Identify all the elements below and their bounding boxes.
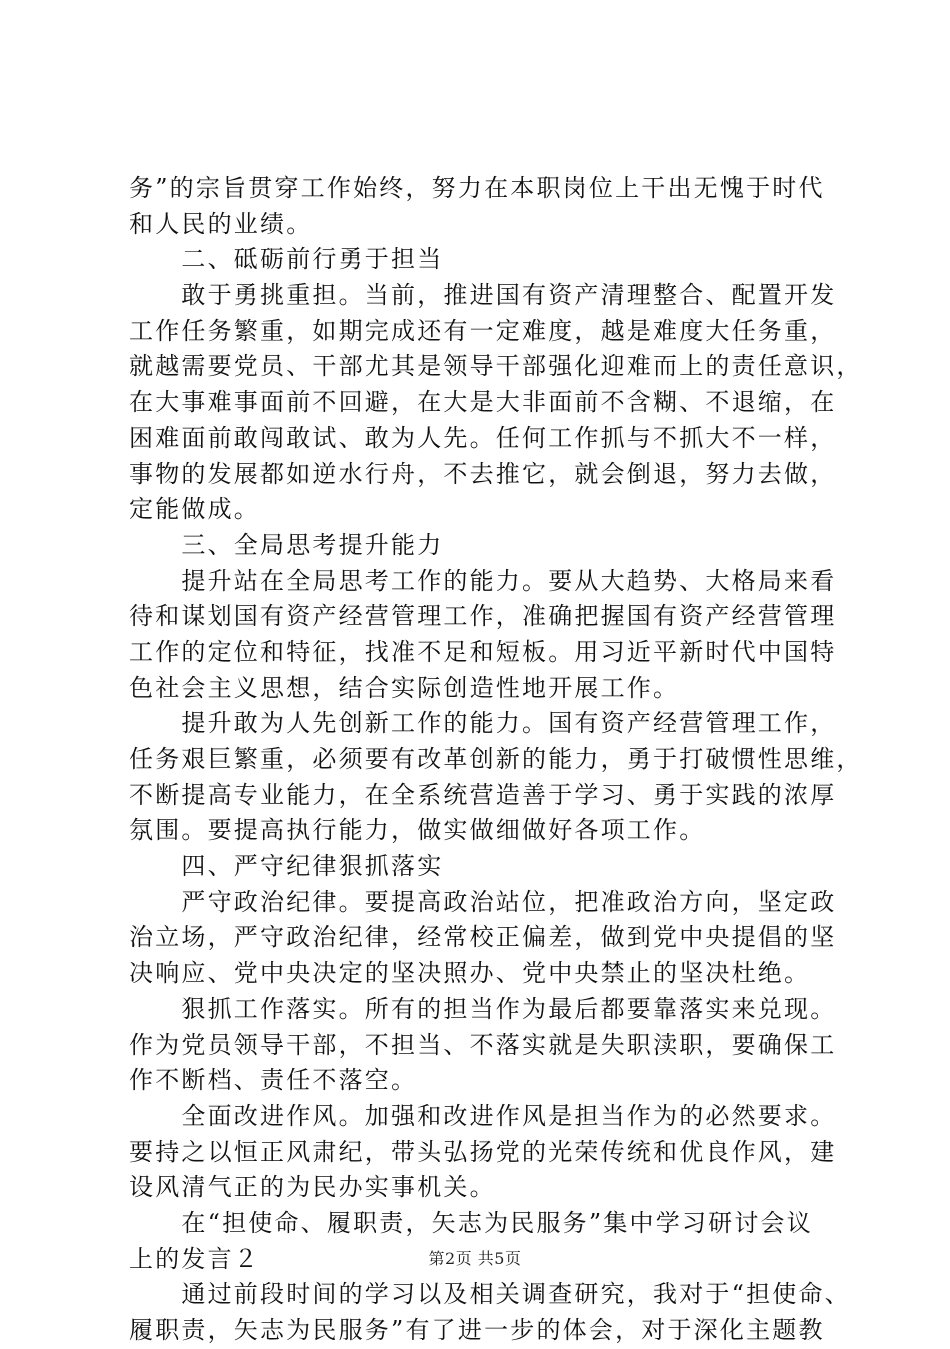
text-line: 待和谋划国有资产经营管理工作，准确把握国有资产经营管理	[129, 602, 837, 631]
text-line: 作为党员领导干部，不担当、不落实就是失职渎职，要确保工	[129, 1030, 837, 1059]
text-line: 工作任务繁重，如期完成还有一定难度，越是难度大任务重，	[129, 316, 837, 345]
text-line: 全面改进作风。加强和改进作风是担当作为的必然要求。	[129, 1101, 837, 1130]
text-line: 通过前段时间的学习以及相关调查研究，我对于“担使命、	[129, 1280, 851, 1309]
text-line: 工作的定位和特征，找准不足和短板。用习近平新时代中国特	[129, 637, 837, 666]
section-heading: 四、严守纪律狠抓落实	[129, 852, 444, 881]
text-line: 色社会主义思想，结合实际创造性地开展工作。	[129, 673, 680, 702]
text-line: 任务艰巨繁重，必须要有改革创新的能力，勇于打破惯性思维，	[129, 745, 863, 773]
text-line: 就越需要党员、干部尤其是领导干部强化迎难而上的责任意识，	[129, 352, 863, 381]
text-line: 作不断档、责任不落空。	[129, 1066, 418, 1095]
section-heading: 三、全局思考提升能力	[129, 530, 444, 559]
section-heading: 二、砥砺前行勇于担当	[129, 245, 444, 274]
text-line: 提升敢为人先创新工作的能力。国有资产经营管理工作，	[129, 709, 837, 738]
document-title-line: 上的发言２	[129, 1244, 260, 1273]
text-line: 和人民的业绩。	[129, 209, 313, 238]
page-number-footer: 第2页 共5页	[428, 1249, 522, 1268]
body-text	[129, 171, 863, 1349]
text-line: 敢于勇挑重担。当前，推进国有资产清理整合、配置开发	[129, 281, 837, 310]
text-line: 设风清气正的为民办实事机关。	[129, 1173, 496, 1202]
document-title-line: 在“担使命、履职责，矢志为民服务”集中学习研讨会议	[129, 1208, 813, 1237]
text-line: 务”的宗旨贯穿工作始终，努力在本职岗位上干出无愧于时代	[129, 174, 825, 202]
text-line: 事物的发展都如逆水行舟，不去推它，就会倒退，努力去做，	[129, 459, 837, 488]
text-line: 定能做成。	[129, 495, 260, 524]
text-line: 要持之以恒正风肃纪，带头弘扬党的光荣传统和优良作风，建	[129, 1137, 837, 1166]
text-line: 困难面前敢闯敢试、敢为人先。任何工作抓与不抓大不一样，	[129, 423, 837, 452]
text-line: 在大事难事面前不回避，在大是大非面前不含糊、不退缩，在	[129, 388, 837, 417]
text-line: 提升站在全局思考工作的能力。要从大趋势、大格局来看	[129, 566, 837, 595]
text-line: 决响应、党中央决定的坚决照办、党中央禁止的坚决杜绝。	[129, 959, 811, 988]
text-line: 不断提高专业能力，在全系统营造善于学习、勇于实践的浓厚	[129, 780, 837, 809]
text-line: 治立场，严守政治纪律，经常校正偏差，做到党中央提倡的坚	[129, 923, 837, 952]
text-line: 氛围。要提高执行能力，做实做细做好各项工作。	[129, 816, 706, 845]
text-line: 狠抓工作落实。所有的担当作为最后都要靠落实来兑现。	[129, 994, 837, 1023]
text-line: 履职责，矢志为民服务”有了进一步的体会，对于深化主题教	[129, 1316, 825, 1344]
text-line: 严守政治纪律。要提高政治站位，把准政治方向，坚定政	[129, 887, 837, 916]
